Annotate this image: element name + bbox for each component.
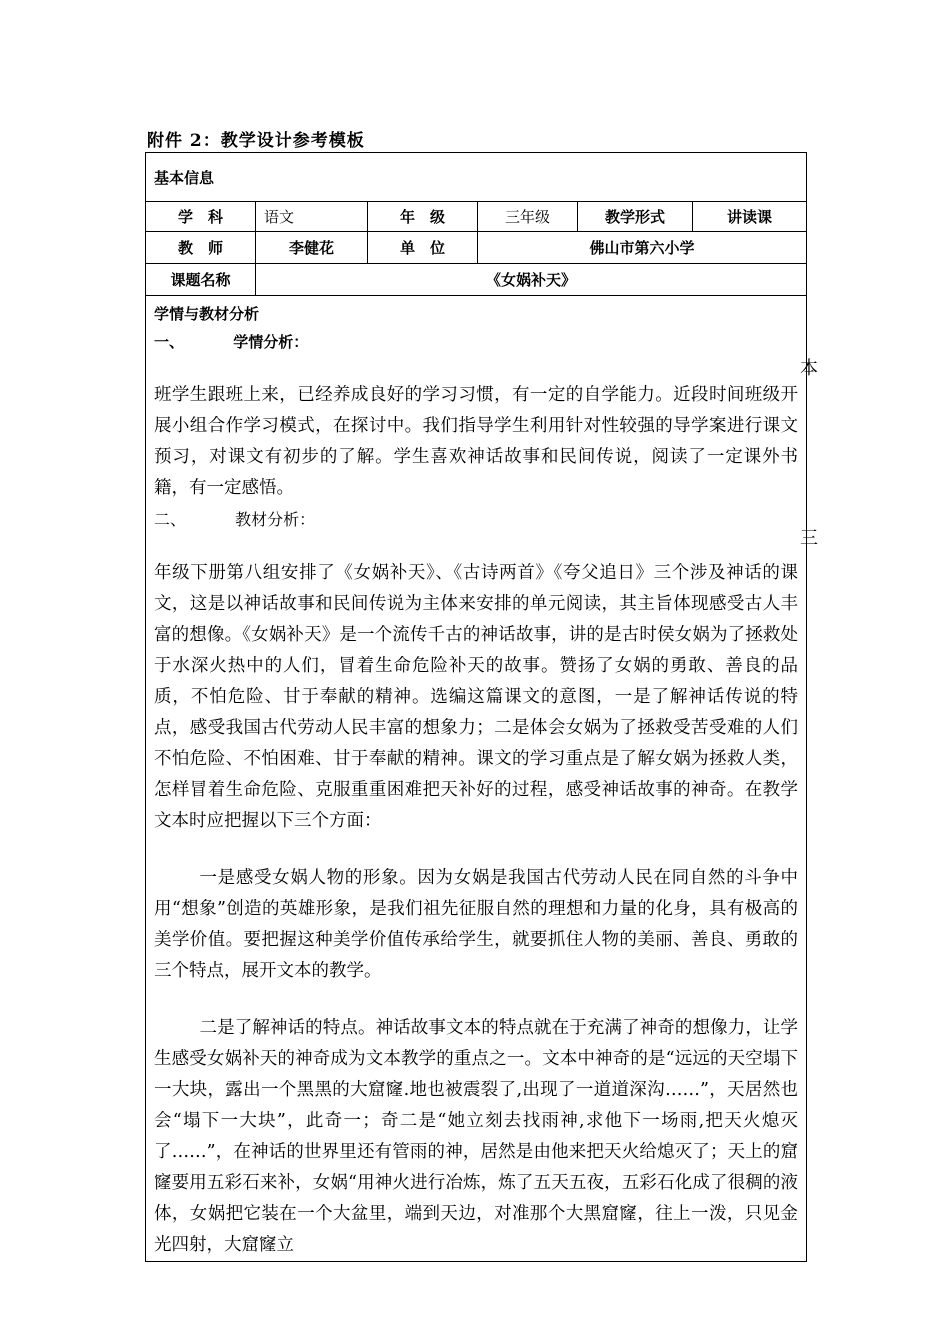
- unit-label: 单 位: [368, 232, 478, 264]
- section2-title: 教材分析：: [235, 510, 316, 529]
- section2-text: 年级下册第八组安排了《女娲补天》、《古诗两首》《夸父追日》三个涉及神话的课文，这是以神话故事和民间传说为主体来安排的单元阅读，其主旨体现感受古人丰富的想像。《女娲补天》是一个流传千古的神话故事，讲的是古时侯女娲为了拯救处于水深火热中的人们，冒着生命危险补天的故事。赞扬了女娲的勇敢、善良的品质，不怕危险、甘于奉献的精神。选编这篇课文的意图，一是了解神话传说的特点，感受我国古代劳动人民丰富的想象力；二是体会女娲为了拯救受苦受难的人们不怕危险、不怕困难、甘于奉献的精神。课文的学习重点是了解女娲为拯救人类，怎样冒着生命危险、克服重重困难把天补好的过程，感受神话故事的神奇。在教学文本时应把握以下三个方面：: [154, 563, 799, 831]
- subject-value: 语文: [256, 202, 368, 232]
- point1-text: 一是感受女娲人物的形象。因为女娲是我国古代劳动人民在同自然的斗争中用“想象”创造的英雄形象，是我们祖先征服自然的理想和力量的化身，具有极高的美学价值。要把握这种美学价值传承给学生，就要抓住人物的美丽、善良、勇敢的三个特点，展开文本的教学。: [154, 868, 799, 981]
- analysis-cell: [146, 296, 807, 1262]
- stray-character-2: 三: [800, 528, 818, 549]
- lesson-row: [146, 264, 807, 296]
- subject-row: [146, 202, 807, 232]
- lesson-plan-table: [145, 152, 807, 1262]
- document-title: 附件 2：教学设计参考模板: [147, 131, 365, 151]
- teaching-form-value: 讲读课: [693, 202, 807, 232]
- analysis-row: [146, 296, 807, 1262]
- grade-value: 三年级: [478, 202, 578, 232]
- section1-title: 学情分析：: [233, 333, 309, 351]
- unit-value: 佛山市第六小学: [478, 232, 807, 264]
- basic-info-header: 基本信息: [146, 153, 807, 202]
- lesson-value: 《女娲补天》: [256, 264, 807, 296]
- section2-heading: [154, 506, 798, 534]
- section1-text: 班学生跟班上来，已经养成良好的学习习惯，有一定的自学能力。近段时间班级开展小组合作学习模式，在探讨中。我们指导学生利用针对性较强的导学案进行课文预习，对课文有初步的了解。学生喜欢神话故事和民间传说，阅读了一定课外书籍，有一定感悟。: [154, 385, 799, 498]
- teacher-value: 李健花: [256, 232, 368, 264]
- point2-text: 二是了解神话的特点。神话故事文本的特点就在于充满了神奇的想像力，让学生感受女娲补天的神奇成为文本教学的重点之一。文本中神奇的是“远远的天空塌下一大块，露出一个黑黑的大窟窿.地也被震裂了,出现了一道道深沟……”，天居然也会“塌下一大块”，此奇一；奇二是“她立刻去找雨神,求他下一场雨,把天火熄灭了……”，在神话的世界里还有管雨的神，居然是由他来把天火给熄灭了；天上的窟窿要用五彩石来补，女娲“用神火进行冶炼，炼了五天五夜，五彩石化成了很稠的液体，女娲把它装在一个大盆里，端到天边，对准那个大黑窟窿，往上一泼，只见金光四射，大窟窿立: [154, 1018, 799, 1255]
- analysis-header: 学情与教材分析: [154, 305, 260, 323]
- section1-number: 一、: [154, 333, 185, 351]
- basic-info-header-row: [146, 153, 807, 202]
- lesson-label: 课题名称: [146, 264, 256, 296]
- teaching-form-label: 教学形式: [578, 202, 693, 232]
- section2-number: 二、: [154, 510, 187, 529]
- teacher-label: 教 师: [146, 232, 256, 264]
- grade-label: 年 级: [368, 202, 478, 232]
- stray-character-1: 本: [800, 358, 818, 379]
- subject-label: 学 科: [146, 202, 256, 232]
- teacher-row: [146, 232, 807, 264]
- section1-heading: [154, 328, 798, 356]
